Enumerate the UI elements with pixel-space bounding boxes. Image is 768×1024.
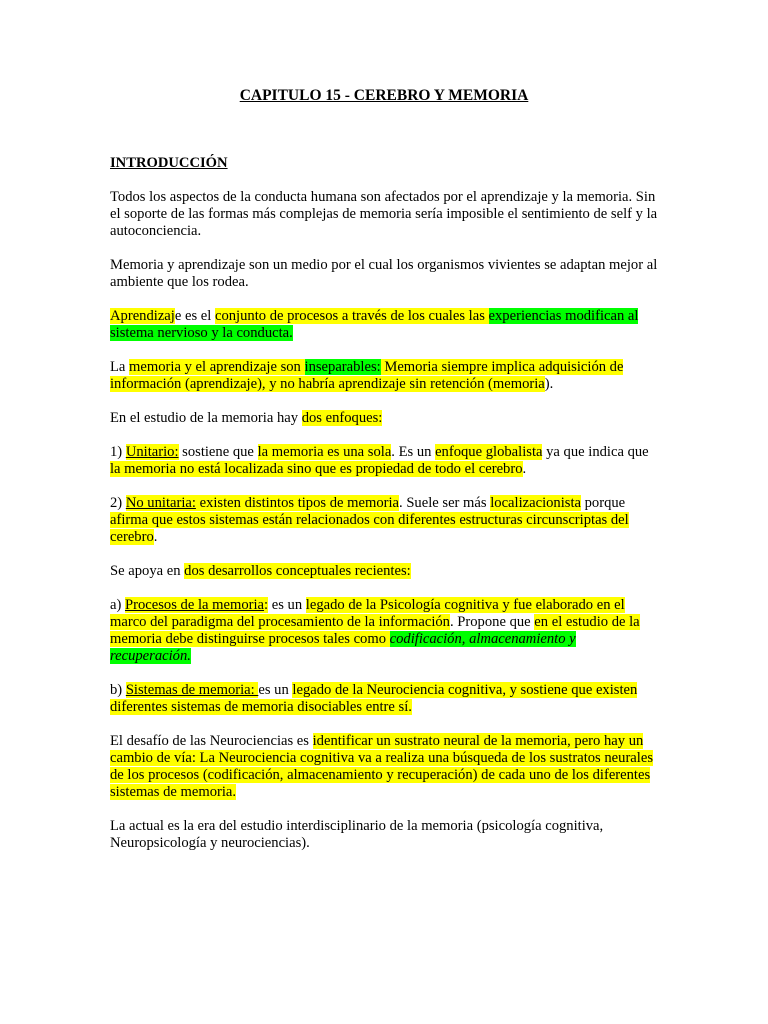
- plain-text: 2): [110, 495, 126, 511]
- plain-text: . Es un: [391, 444, 436, 460]
- green-italic-highlight-text: codificación, almacenamiento y recuperación.: [110, 631, 576, 664]
- highlight-text: Aprendizaj: [110, 308, 175, 324]
- plain-text: . Propone que: [449, 614, 535, 630]
- paragraph-2: Memoria y aprendizaje son un medio por el cual los organismos vivientes se adaptan mejor al ambiente que los rodea.: [110, 257, 658, 290]
- plain-text: porque: [580, 495, 626, 511]
- highlight-text: dos enfoques:: [301, 410, 383, 426]
- highlight-text: memoria y el aprendizaje son: [129, 359, 305, 375]
- document-body: [110, 155, 660, 869]
- highlight-text: enfoque globalista: [435, 444, 543, 460]
- plain-text: es un: [258, 682, 293, 698]
- highlight-text: legado de la Neurociencia cognitiva, y sostiene que existen diferentes sistemas de memoria disociables entre sí.: [110, 682, 638, 715]
- section-heading: INTRODUCCIÓN: [110, 155, 228, 171]
- green-highlight-text: experiencias modifican al sistema nervioso y la conducta.: [110, 308, 639, 341]
- plain-text: La: [110, 359, 130, 375]
- plain-text: ya que indica que: [542, 444, 649, 460]
- plain-text: ).: [544, 376, 554, 392]
- highlight-text: existen distintos tipos de memoria: [195, 495, 400, 511]
- plain-text: En el estudio de la memoria hay: [110, 410, 302, 426]
- paragraph-5: [110, 410, 660, 427]
- green-highlight-text: inseparables:: [304, 359, 381, 375]
- highlight-text: la memoria es una sola: [257, 444, 392, 460]
- highlight-text: la memoria no está localizada sino que es propiedad de todo el cerebro: [110, 461, 523, 477]
- paragraph-4: [110, 359, 660, 393]
- plain-text: e es el: [174, 308, 215, 324]
- highlight-text: :: [264, 597, 269, 613]
- highlight-text: legado de la Psicología cognitiva y fue elaborado en el marco del paradigma del procesamiento de la información: [110, 597, 625, 630]
- highlight-text: afirma que estos sistemas están relacionados con diferentes estructuras circunscriptas del cerebro: [110, 512, 629, 545]
- plain-text: . Suele ser más: [399, 495, 491, 511]
- paragraph-6: [110, 444, 660, 478]
- plain-text: .: [153, 529, 158, 545]
- highlight-text: conjunto de procesos a través de los cuales las: [214, 308, 485, 324]
- plain-text: es un: [268, 597, 306, 613]
- underlined-highlight-text: Procesos de la memoria: [125, 597, 265, 613]
- plain-text: .: [522, 461, 527, 477]
- highlight-text: Memoria siempre implica adquisición de información (aprendizaje), y no habría aprendizaje sin retención (memoria: [110, 359, 624, 392]
- highlight-text: [485, 308, 489, 324]
- plain-text: sostiene que: [178, 444, 258, 460]
- plain-text: Se apoya en: [110, 563, 185, 579]
- highlight-text: localizacionista: [490, 495, 581, 511]
- plain-text: b): [110, 682, 126, 698]
- highlight-text: en el estudio de la memoria debe distinguirse procesos tales como: [110, 614, 640, 647]
- highlight-text: dos desarrollos conceptuales recientes:: [184, 563, 411, 579]
- paragraph-3: [110, 308, 660, 342]
- paragraph-9: [110, 597, 660, 665]
- paragraph-7: [110, 495, 660, 546]
- paragraph-8: [110, 563, 660, 580]
- plain-text: El desafío de las Neurociencias es: [110, 733, 313, 749]
- underlined-highlight-text: No unitaria:: [125, 495, 196, 511]
- paragraph-12: La actual es la era del estudio interdisciplinario de la memoria (psicología cognitiva, Neuropsicología y neurociencias).: [110, 818, 604, 851]
- underlined-highlight-text: Unitario:: [125, 444, 179, 460]
- highlight-text: identificar un sustrato neural de la memoria, pero hay un cambio de vía: La Neurociencia cognitiva va a realiza una búsqueda de los sustratos neurales de los procesos (codificación, almacenamiento y recuperación) de cada uno de los diferentes sistemas de memoria.: [110, 733, 653, 800]
- plain-text: 1): [110, 444, 126, 460]
- paragraph-1: Todos los aspectos de la conducta humana son afectados por el aprendizaje y la memoria. Sin el soporte de las formas más complejas de memoria sería imposible el sentimiento de self y la autoconciencia.: [110, 189, 658, 239]
- underlined-highlight-text: Sistemas de memoria:: [125, 682, 259, 698]
- paragraph-10: [110, 682, 660, 716]
- paragraph-11: [110, 733, 660, 801]
- page-title: CAPITULO 15 - CEREBRO Y MEMORIA: [239, 87, 529, 104]
- plain-text: a): [110, 597, 125, 613]
